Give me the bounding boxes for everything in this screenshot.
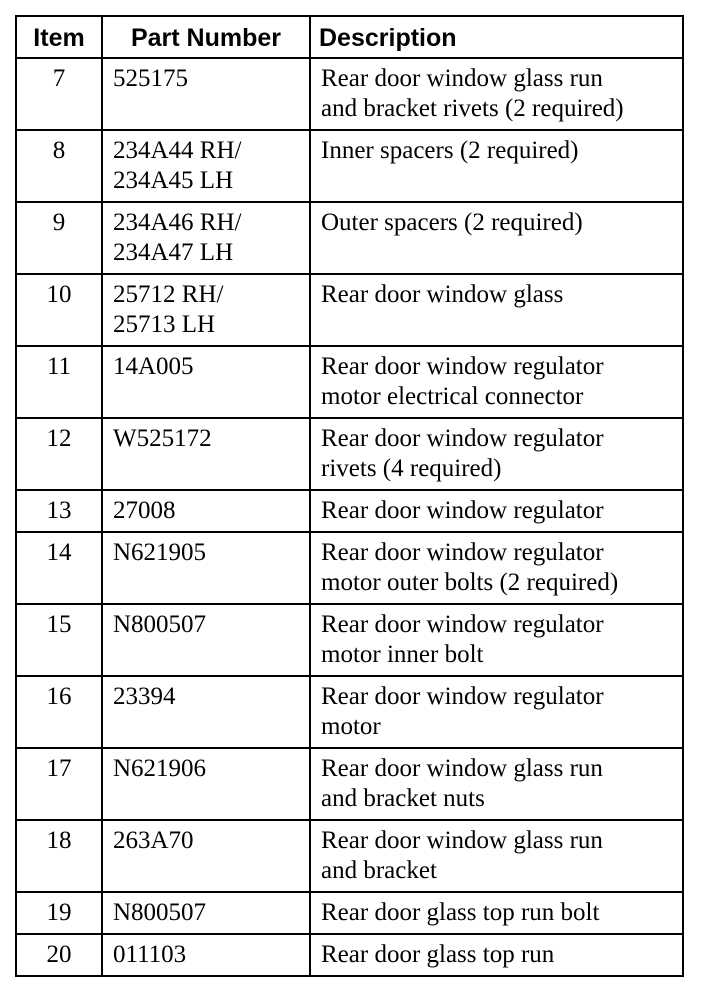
table-row <box>16 532 683 604</box>
item-cell: 7 <box>16 58 102 130</box>
table-body <box>16 58 683 976</box>
part-number-cell <box>102 934 310 976</box>
part-number-line: 011103 <box>113 941 187 968</box>
item-cell: 15 <box>16 604 102 676</box>
description-cell <box>310 676 683 748</box>
table-row <box>16 274 683 346</box>
table-header <box>16 16 683 58</box>
item-cell: 11 <box>16 346 102 418</box>
description-line: Rear door window glass run <box>321 827 603 854</box>
part-number-cell <box>102 490 310 532</box>
description-cell <box>310 532 683 604</box>
description-line: Rear door window glass run <box>321 755 603 782</box>
part-number-line: W525172 <box>113 425 212 452</box>
description-line: Inner spacers (2 required) <box>321 137 579 164</box>
part-number-cell <box>102 604 310 676</box>
description-line: Rear door window regulator <box>321 539 604 566</box>
header-row <box>16 16 683 58</box>
description-line: Rear door window regulator <box>321 683 604 710</box>
part-number-line: 25713 LH <box>113 311 216 338</box>
description-cell <box>310 892 683 934</box>
description-line: motor outer bolts (2 required) <box>321 569 619 596</box>
table-row <box>16 202 683 274</box>
description-line: and bracket nuts <box>321 785 485 812</box>
part-number-cell <box>102 418 310 490</box>
item-cell: 10 <box>16 274 102 346</box>
part-number-line: 234A44 RH/ <box>113 137 242 164</box>
item-cell: 19 <box>16 892 102 934</box>
part-number-cell <box>102 748 310 820</box>
description-line: rivets (4 required) <box>321 455 502 482</box>
part-number-line: 14A005 <box>113 353 194 380</box>
header-description: Description <box>310 16 683 58</box>
description-cell <box>310 274 683 346</box>
header-part-number: Part Number <box>102 16 310 58</box>
description-line: Rear door window regulator <box>321 497 604 524</box>
item-cell: 12 <box>16 418 102 490</box>
part-number-line: N800507 <box>113 611 207 638</box>
part-number-line: N621906 <box>113 755 207 782</box>
header-item: Item <box>16 16 102 58</box>
table-row <box>16 490 683 532</box>
table-row <box>16 346 683 418</box>
item-cell: 8 <box>16 130 102 202</box>
part-number-cell <box>102 676 310 748</box>
description-line: Rear door window regulator <box>321 611 604 638</box>
part-number-line: 234A47 LH <box>113 239 234 266</box>
description-line: motor <box>321 713 381 740</box>
part-number-line: 25712 RH/ <box>113 281 224 308</box>
item-cell: 18 <box>16 820 102 892</box>
table-row <box>16 892 683 934</box>
description-cell <box>310 820 683 892</box>
description-line: motor inner bolt <box>321 641 484 668</box>
description-line: motor electrical connector <box>321 383 584 410</box>
description-line: Rear door window glass <box>321 281 564 308</box>
part-number-cell <box>102 130 310 202</box>
description-cell <box>310 346 683 418</box>
part-number-cell <box>102 346 310 418</box>
item-cell: 14 <box>16 532 102 604</box>
part-number-cell <box>102 892 310 934</box>
description-line: Outer spacers (2 required) <box>321 209 583 236</box>
description-line: Rear door window glass run <box>321 65 603 92</box>
part-number-line: N800507 <box>113 899 207 926</box>
part-number-line: 263A70 <box>113 827 194 854</box>
table-row <box>16 934 683 976</box>
table-row <box>16 58 683 130</box>
description-cell <box>310 58 683 130</box>
part-number-line: 27008 <box>113 497 176 524</box>
description-cell <box>310 934 683 976</box>
part-number-line: 234A46 RH/ <box>113 209 242 236</box>
item-cell: 16 <box>16 676 102 748</box>
table-row <box>16 676 683 748</box>
description-cell <box>310 418 683 490</box>
part-number-cell <box>102 58 310 130</box>
description-line: and bracket rivets (2 required) <box>321 95 624 122</box>
item-cell: 13 <box>16 490 102 532</box>
description-cell <box>310 202 683 274</box>
part-number-cell <box>102 274 310 346</box>
part-number-cell <box>102 532 310 604</box>
description-line: and bracket <box>321 857 437 884</box>
part-number-line: 525175 <box>113 65 188 92</box>
part-number-cell <box>102 820 310 892</box>
description-line: Rear door window regulator <box>321 353 604 380</box>
table-row <box>16 748 683 820</box>
description-cell <box>310 604 683 676</box>
table-row <box>16 820 683 892</box>
parts-table <box>15 15 684 977</box>
item-cell: 17 <box>16 748 102 820</box>
table-row <box>16 604 683 676</box>
part-number-line: 234A45 LH <box>113 167 234 194</box>
item-cell: 9 <box>16 202 102 274</box>
description-line: Rear door glass top run <box>321 941 555 968</box>
description-line: Rear door glass top run bolt <box>321 899 600 926</box>
table-row <box>16 418 683 490</box>
part-number-line: 23394 <box>113 683 176 710</box>
table-row <box>16 130 683 202</box>
item-cell: 20 <box>16 934 102 976</box>
part-number-line: N621905 <box>113 539 207 566</box>
part-number-cell <box>102 202 310 274</box>
description-cell <box>310 490 683 532</box>
description-cell <box>310 130 683 202</box>
description-cell <box>310 748 683 820</box>
description-line: Rear door window regulator <box>321 425 604 452</box>
